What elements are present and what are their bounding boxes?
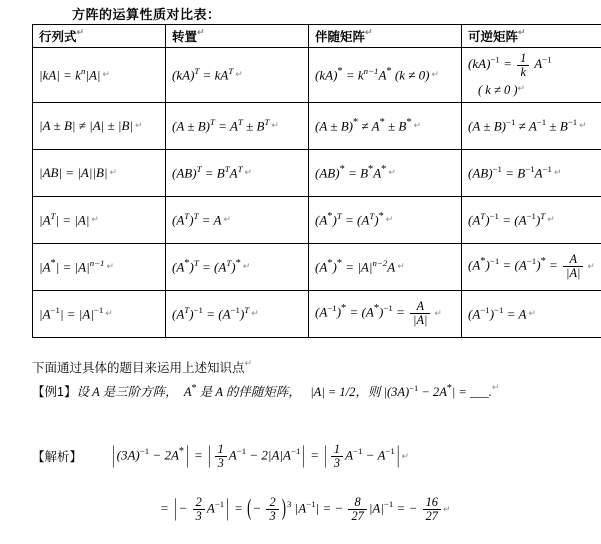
table-row	[33, 102, 601, 149]
cell-transpose-6: $(A^T)^{-1} = (A^{-1})^T$ ↵	[166, 290, 309, 337]
cell-adjugate-4: $(A^*)^T = (A^T)^*$ ↵	[309, 196, 462, 243]
cell-transpose-1: $(kA)^T = kA^T$ ↵	[166, 48, 309, 103]
cell-transpose-2: $(A \pm B)^T = A^T \pm B^T$ ↵	[166, 102, 309, 149]
table-row	[33, 48, 601, 103]
cell-det-4: $|A^T| = |A|$ ↵	[33, 196, 166, 243]
cell-det-1: $|kA| = k^n|A|$ ↵	[33, 48, 166, 103]
page-title: 方阵的运算性质对比表：	[72, 7, 221, 22]
cell-adjugate-6: $(A^{-1})^* = (A^*)^{-1}$ = $\frac{A}{|A|}$ ↵	[309, 290, 462, 337]
cell-det-2: |A ± B| ≠ |A| ± |B| ↵	[33, 102, 166, 149]
table-row	[33, 243, 601, 290]
cell-transpose-3: $(AB)^T = B^TA^T$ ↵	[166, 149, 309, 196]
table-body	[33, 48, 601, 338]
cell-transpose-4: $(A^T)^T = A$ ↵	[166, 196, 309, 243]
cell-inverse-2: $(A \pm B)^{-1} \ne A^{-1} \pm B^{-1}$ ↵	[462, 102, 601, 149]
cell-adjugate-1: $(kA)^* = k^{n-1}A^*$ (k ≠ 0) ↵	[309, 48, 462, 103]
cell-adjugate-5: $(A^*)^* = |A|^{n-2}A$ ↵	[309, 243, 462, 290]
cell-inverse-1: (kA)$^{-1}$ = $\frac{1}{k}$ $A^{-1}$ ( k ≠ 0 )↵	[462, 48, 601, 103]
cell-det-5: $|A^*| = |A|^{n-1}$ ↵	[33, 243, 166, 290]
table-row	[33, 290, 601, 337]
table-header	[33, 25, 601, 48]
cell-adjugate-2: (A ± B)* ≠ A* ± B* ↵	[309, 102, 462, 149]
cell-inverse-6: $(A^{-1})^{-1} = A$ ↵	[462, 290, 601, 337]
cell-inverse-3: $(AB)^{-1} = B^{-1}A^{-1}$ ↵	[462, 149, 601, 196]
cell-inverse-5: $(A^*)^{-1} = (A^{-1})^*$ = $\frac{A}{|A|}$ ↵	[462, 243, 601, 290]
cell-det-6: $|A^{-1}| = |A|^{-1}$ ↵	[33, 290, 166, 337]
solution-line-2: = | − $\frac{2}{3}$ $A^{-1}$ | = (− $\frac{2}{3}$ )$^3$ $|A^{-1}|$ = − $\frac{8}{27}$ $|A|^{-1}$ = − $\frac{16}{27}$ ↵	[160, 493, 451, 523]
table-row	[33, 149, 601, 196]
cell-adjugate-3: (AB)* = B*A* ↵	[309, 149, 462, 196]
cell-inverse-4: $(A^T)^{-1} = (A^{-1})^T$ ↵	[462, 196, 601, 243]
solution-block	[32, 440, 451, 523]
intro-paragraph: 下面通过具体的题目来运用上述知识点↵	[32, 358, 253, 375]
solution-line-1: 【解析】 | $(3A)^{-1} - 2A^*$ | = | $\frac{1}{3}$ $A^{-1} - 2|A|A^{-1}$ | = | $\frac{1}{3}$ $A^{-1} - A^{-1}$ | ↵	[32, 440, 409, 470]
solution-label: 【解析】	[32, 450, 83, 465]
column-header-adjugate: 伴随矩阵↵	[309, 25, 462, 48]
cell-transpose-5: $(A^*)^T = (A^T)^*$ ↵	[166, 243, 309, 290]
column-header-determinant: 行列式↵	[33, 25, 166, 48]
column-header-transpose: 转置↵	[166, 25, 309, 48]
column-header-inverse: 可逆矩阵↵	[462, 25, 601, 48]
properties-table	[32, 24, 601, 338]
table-row	[33, 196, 601, 243]
example-statement: 【例1】设 A 是三阶方阵， A* 是 A 的伴随矩阵， |A| = 1/2，则 $|(3A)^{-1} - 2A^*|$ = ___.↵	[32, 382, 500, 399]
cell-det-3: |AB| = |A||B| ↵	[33, 149, 166, 196]
table-header-row	[33, 25, 601, 48]
example-label: 【例1】	[32, 385, 77, 399]
